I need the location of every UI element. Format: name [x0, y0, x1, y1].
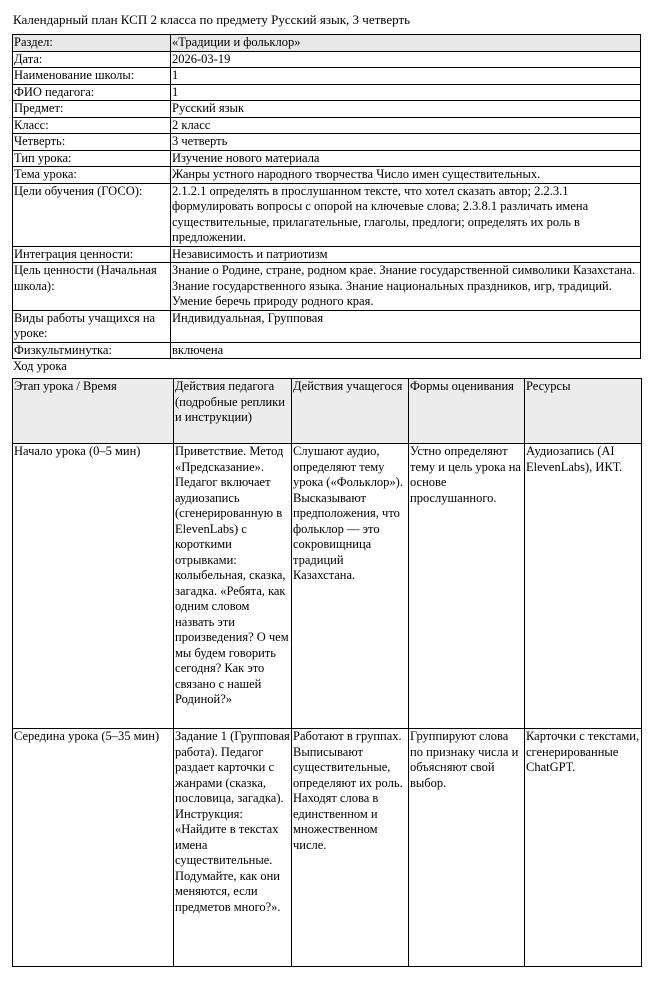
- info-value: Изучение нового материала: [171, 150, 641, 167]
- document-title: Календарный план КСП 2 класса по предмету Русский язык, 3 четверть: [13, 12, 411, 27]
- info-label: Цели обучения (ГОСО):: [13, 183, 171, 246]
- plan-row: [13, 444, 642, 729]
- info-label: Четверть:: [13, 134, 171, 151]
- info-value: Знание о Родине, стране, родном крае. Знание государственной символики Казахстана. Знание государственного языка. Знание национальных праздников, игр, традиций. Умение беречь природу родного края.: [171, 263, 641, 311]
- info-row: [13, 35, 641, 52]
- lesson-plan-table: [12, 378, 642, 967]
- info-value: 3 четверть: [171, 134, 641, 151]
- info-value: включена: [171, 342, 641, 359]
- info-row: [13, 117, 641, 134]
- info-value: Русский язык: [171, 101, 641, 118]
- info-label: Дата:: [13, 51, 171, 68]
- info-row: [13, 51, 641, 68]
- info-value: Жанры устного народного творчества Число имен существительных.: [171, 167, 641, 184]
- info-value: «Традиции и фольклор»: [171, 35, 641, 52]
- plan-cell: Устно определяют тему и цель урока на основе прослушанного.: [409, 444, 525, 729]
- info-label: Предмет:: [13, 101, 171, 118]
- plan-header-row: [13, 379, 642, 444]
- info-value: 2026-03-19: [171, 51, 641, 68]
- info-label: Наименование школы:: [13, 68, 171, 85]
- info-label: Класс:: [13, 117, 171, 134]
- info-row: [13, 310, 641, 342]
- info-label: Тип урока:: [13, 150, 171, 167]
- plan-cell: Задание 1 (Групповая работа). Педагог раздает карточки с жанрами (сказка, пословица, загадка). Инструкция: «Найдите в текстах имена существительные. Подумайте, как они меняются, если предметов много?».: [174, 729, 292, 967]
- plan-cell: Аудиозапись (AI ElevenLabs), ИКТ.: [525, 444, 642, 729]
- info-label: Цель ценности (Начальная школа):: [13, 263, 171, 311]
- lesson-info-table: [12, 34, 641, 359]
- plan-header-cell: Этап урока / Время: [13, 379, 174, 444]
- info-label: Интеграция ценности:: [13, 246, 171, 263]
- info-value: Независимость и патриотизм: [171, 246, 641, 263]
- plan-header-cell: Действия учащегося: [292, 379, 409, 444]
- info-row: [13, 84, 641, 101]
- info-label: Тема урока:: [13, 167, 171, 184]
- info-value: 2.1.2.1 определять в прослушанном тексте, что хотел сказать автор; 2.2.3.1 формулировать вопросы с опорой на ключевые слова; 2.3.8.1 различать имена существительные, прилагательные, глаголы, предлоги; определять их роль в предложении.: [171, 183, 641, 246]
- plan-cell: Начало урока (0–5 мин): [13, 444, 174, 729]
- info-row: [13, 167, 641, 184]
- plan-cell: Группируют слова по признаку числа и объясняют свой выбор.: [409, 729, 525, 967]
- info-row: [13, 150, 641, 167]
- info-row: [13, 183, 641, 246]
- plan-cell: Приветствие. Метод «Предсказание». Педагог включает аудиозапись (сгенерированную в ElevenLabs) с короткими отрывками: колыбельная, сказка, загадка. «Ребята, как одним словом назвать эти произведения? О чем мы будем говорить сегодня? Как это связано с нашей Родиной?»: [174, 444, 292, 729]
- info-label: Виды работы учащихся на уроке:: [13, 310, 171, 342]
- section-title: Ход урока: [13, 359, 67, 373]
- plan-header-cell: Ресурсы: [525, 379, 642, 444]
- plan-header-cell: Действия педагога (подробные реплики и инструкции): [174, 379, 292, 444]
- info-value: Индивидуальная, Групповая: [171, 310, 641, 342]
- plan-cell: Середина урока (5–35 мин): [13, 729, 174, 967]
- info-row: [13, 68, 641, 85]
- plan-cell: Работают в группах. Выписывают существительные, определяют их роль. Находят слова в единственном и множественном числе.: [292, 729, 409, 967]
- plan-header-cell: Формы оценивания: [409, 379, 525, 444]
- info-value: 1: [171, 68, 641, 85]
- info-row: [13, 263, 641, 311]
- info-value: 1: [171, 84, 641, 101]
- info-value: 2 класс: [171, 117, 641, 134]
- info-row: [13, 101, 641, 118]
- info-row: [13, 134, 641, 151]
- plan-cell: Слушают аудио, определяют тему урока («Фольклор»). Высказывают предположения, что фольклор — это сокровищница традиций Казахстана.: [292, 444, 409, 729]
- plan-cell: Карточки с текстами, сгенерированные ChatGPT.: [525, 729, 642, 967]
- info-label: Раздел:: [13, 35, 171, 52]
- info-label: Физкультминутка:: [13, 342, 171, 359]
- plan-row: [13, 729, 642, 967]
- info-row: [13, 246, 641, 263]
- info-row: [13, 342, 641, 359]
- info-label: ФИО педагога:: [13, 84, 171, 101]
